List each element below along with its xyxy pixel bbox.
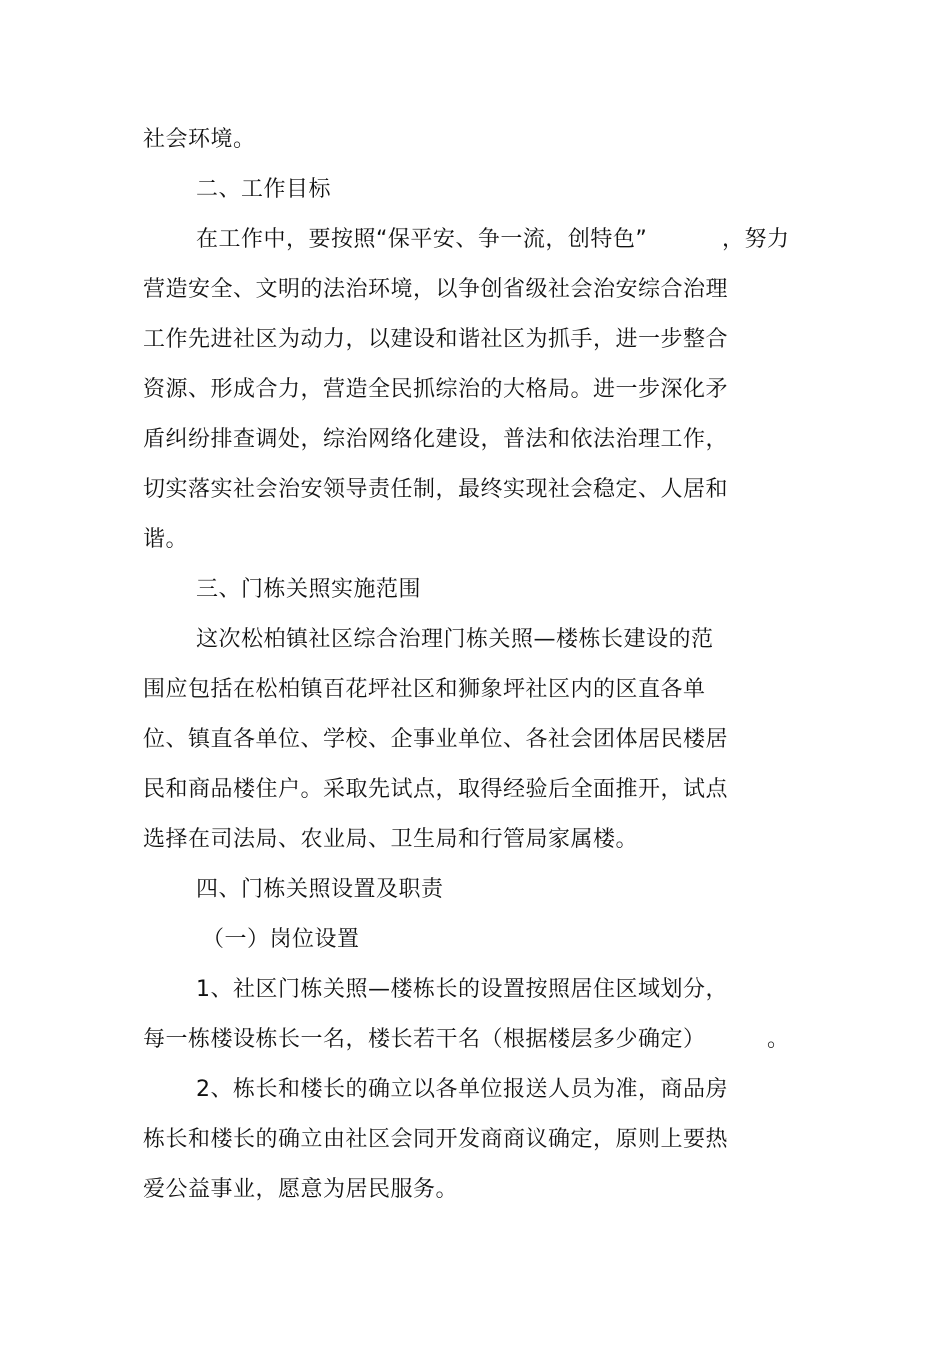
subsection-heading: （一）岗位设置 [202,927,360,952]
paragraph-line: 这次松柏镇社区综合治理门栋关照—楼栋长建设的范 [196,627,714,652]
paragraph-line: 工作先进社区为动力，以建设和谐社区为抓手，进一步整合 [143,327,729,352]
paragraph-line: 位、镇直各单位、学校、企事业单位、各社会团体居民楼居 [143,727,729,752]
paragraph-line: ，努力 [722,227,790,252]
section-heading: 二、工作目标 [196,177,332,202]
paragraph-line: 栋长和楼长的确立由社区会同开发商商议确定，原则上要热 [143,1127,729,1152]
section-heading: 三、门栋关照实施范围 [196,577,422,602]
paragraph-line: 切实落实社会治安领导责任制，最终实现社会稳定、人居和 [143,477,729,502]
paragraph-line: 围应包括在松柏镇百花坪社区和狮象坪社区内的区直各单 [143,677,706,702]
paragraph-line: 每一栋楼设栋长一名，楼长若干名（根据楼层多少确定） [143,1027,706,1052]
paragraph-line: 谐。 [143,527,189,552]
paragraph-line: 爱公益事业，愿意为居民服务。 [143,1177,459,1202]
paragraph-line: 盾纠纷排查调处，综治网络化建设，普法和依法治理工作， [143,427,729,452]
section-heading: 四、门栋关照设置及职责 [196,877,444,902]
paragraph-line: 在工作中，要按照“保平安、争一流，创特色” [196,227,648,252]
paragraph-line: 1、社区门栋关照—楼栋长的设置按照居住区域划分， [196,977,728,1002]
paragraph-line: 营造安全、文明的法治环境，以争创省级社会治安综合治理 [143,277,729,302]
paragraph-line: 。 [767,1027,790,1052]
paragraph-line: 民和商品楼住户。采取先试点，取得经验后全面推开，试点 [143,777,729,802]
paragraph-line: 2、栋长和楼长的确立以各单位报送人员为准，商品房 [196,1077,728,1102]
paragraph-line: 选择在司法局、农业局、卫生局和行管局家属楼。 [143,827,639,852]
paragraph-line: 资源、形成合力，营造全民抓综治的大格局。进一步深化矛 [143,377,729,402]
paragraph-line: 社会环境。 [143,127,256,152]
